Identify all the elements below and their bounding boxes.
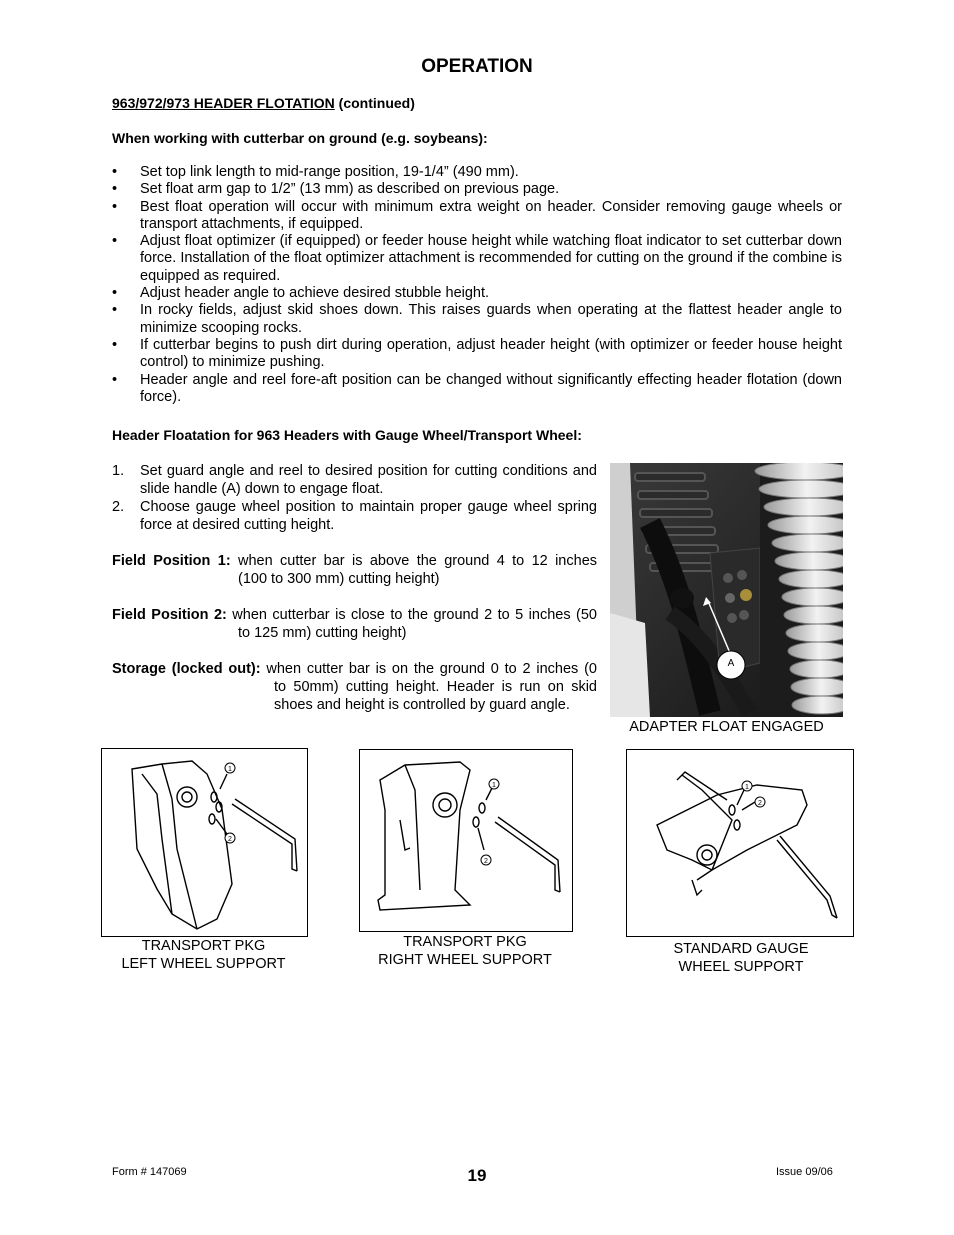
field-desc-cont: shoes and height is controlled by guard angle. (274, 697, 570, 713)
form-number: Form # 147069 (112, 1166, 187, 1178)
field-desc: when cutter bar is above the ground 4 to 12 inches (230, 553, 598, 569)
caption-line: RIGHT WHEEL SUPPORT (378, 952, 552, 968)
bullet-item: • Best float operation will occur with minimum extra weight on header. Consider removing gauge wheels or transport attachments, if equipped. (112, 199, 842, 234)
field-desc-cont: to 50mm) cutting height. Header is run on skid (274, 679, 597, 695)
page-title: OPERATION (421, 56, 533, 77)
callout-a: A (727, 658, 735, 669)
section-suffix: (continued) (334, 95, 415, 111)
callout-1: 1 (492, 782, 496, 789)
field-desc-cont: (100 to 300 mm) cutting height) (238, 571, 440, 587)
adapter-float-photo (610, 463, 843, 717)
figure-caption (101, 937, 306, 973)
callout-2: 2 (228, 836, 232, 843)
bullet-item: • Adjust header angle to achieve desired stubble height. (112, 285, 842, 302)
caption-line: WHEEL SUPPORT (678, 959, 804, 975)
bullet-item: • Header angle and reel fore-aft position can be changed without significantly effecting header flotation (down force). (112, 372, 842, 407)
step-item (112, 498, 597, 534)
issue-date: Issue 09/06 (776, 1166, 833, 1178)
callout-1: 1 (745, 784, 749, 791)
caption-line: LEFT WHEEL SUPPORT (121, 956, 286, 972)
step-text: Choose gauge wheel position to maintain proper gauge wheel spring force at desired cutting height. (140, 499, 597, 533)
field-label: Field Position 1: (112, 553, 231, 569)
caption-line: TRANSPORT PKG (403, 934, 527, 950)
bullet-item: • Set top link length to mid-range position, 19-1/4” (490 mm). (112, 164, 842, 181)
section-heading (112, 95, 415, 111)
photo-caption: ADAPTER FLOAT ENGAGED (629, 719, 824, 735)
callout-2: 2 (758, 800, 762, 807)
step-number: 2. (112, 499, 125, 515)
bullet-item: • In rocky fields, adjust skid shoes down. This raises guards when operating at the flattest header angle to minimize scooping rocks. (112, 302, 842, 337)
figure-right-wheel-support (359, 749, 573, 932)
callout-2: 2 (484, 858, 488, 865)
caption-line: STANDARD GAUGE (673, 941, 809, 957)
left-wheel-support-drawing (102, 749, 307, 936)
numbered-steps (112, 462, 597, 534)
figure-left-wheel-support (101, 748, 308, 937)
storage-position (112, 660, 597, 714)
subheading-cutterbar-on-ground: When working with cutterbar on ground (e.g. soybeans): (112, 130, 488, 146)
field-label: Storage (locked out): (112, 661, 261, 677)
step-text: Set guard angle and reel to desired position for cutting conditions and slide handle (A) down to engage float. (140, 463, 597, 497)
caption-line: TRANSPORT PKG (141, 938, 266, 954)
field-position-1 (112, 552, 597, 588)
adapter-float-photo-drawing (610, 463, 843, 717)
section-title: 963/972/973 HEADER FLOTATION (112, 95, 335, 111)
page-number: 19 (467, 1166, 487, 1185)
field-position-2 (112, 606, 597, 642)
field-label: Field Position 2: (112, 607, 227, 623)
step-item (112, 462, 597, 498)
callout-1: 1 (228, 766, 232, 773)
step-number: 1. (112, 463, 125, 479)
instruction-bullet-list (112, 164, 842, 406)
bullet-item: • If cutterbar begins to push dirt during operation, adjust header height (with optimizer or feeder house height control) to minimize pushing. (112, 337, 842, 372)
field-desc: when cutter bar is on the ground 0 to 2 inches (0 (260, 661, 597, 677)
figure-caption (626, 940, 856, 976)
field-desc: when cutterbar is close to the ground 2 to 5 inches (50 (226, 607, 598, 623)
figure-standard-gauge-wheel-support (626, 749, 854, 937)
bullet-item: • Adjust float optimizer (if equipped) or feeder house height while watching float indicator to set cutterbar down force. Installation of the float optimizer attachment is recommended for cutting on the ground if the combine is equipped as required. (112, 233, 842, 285)
figure-caption (359, 933, 571, 969)
right-wheel-support-drawing (360, 750, 572, 931)
bullet-item: • Set float arm gap to 1/2” (13 mm) as described on previous page. (112, 181, 842, 198)
subheading-gauge-wheel: Header Floatation for 963 Headers with Gauge Wheel/Transport Wheel: (112, 427, 582, 443)
standard-gauge-wheel-support-drawing (627, 750, 853, 936)
field-desc-cont: to 125 mm) cutting height) (238, 625, 407, 641)
